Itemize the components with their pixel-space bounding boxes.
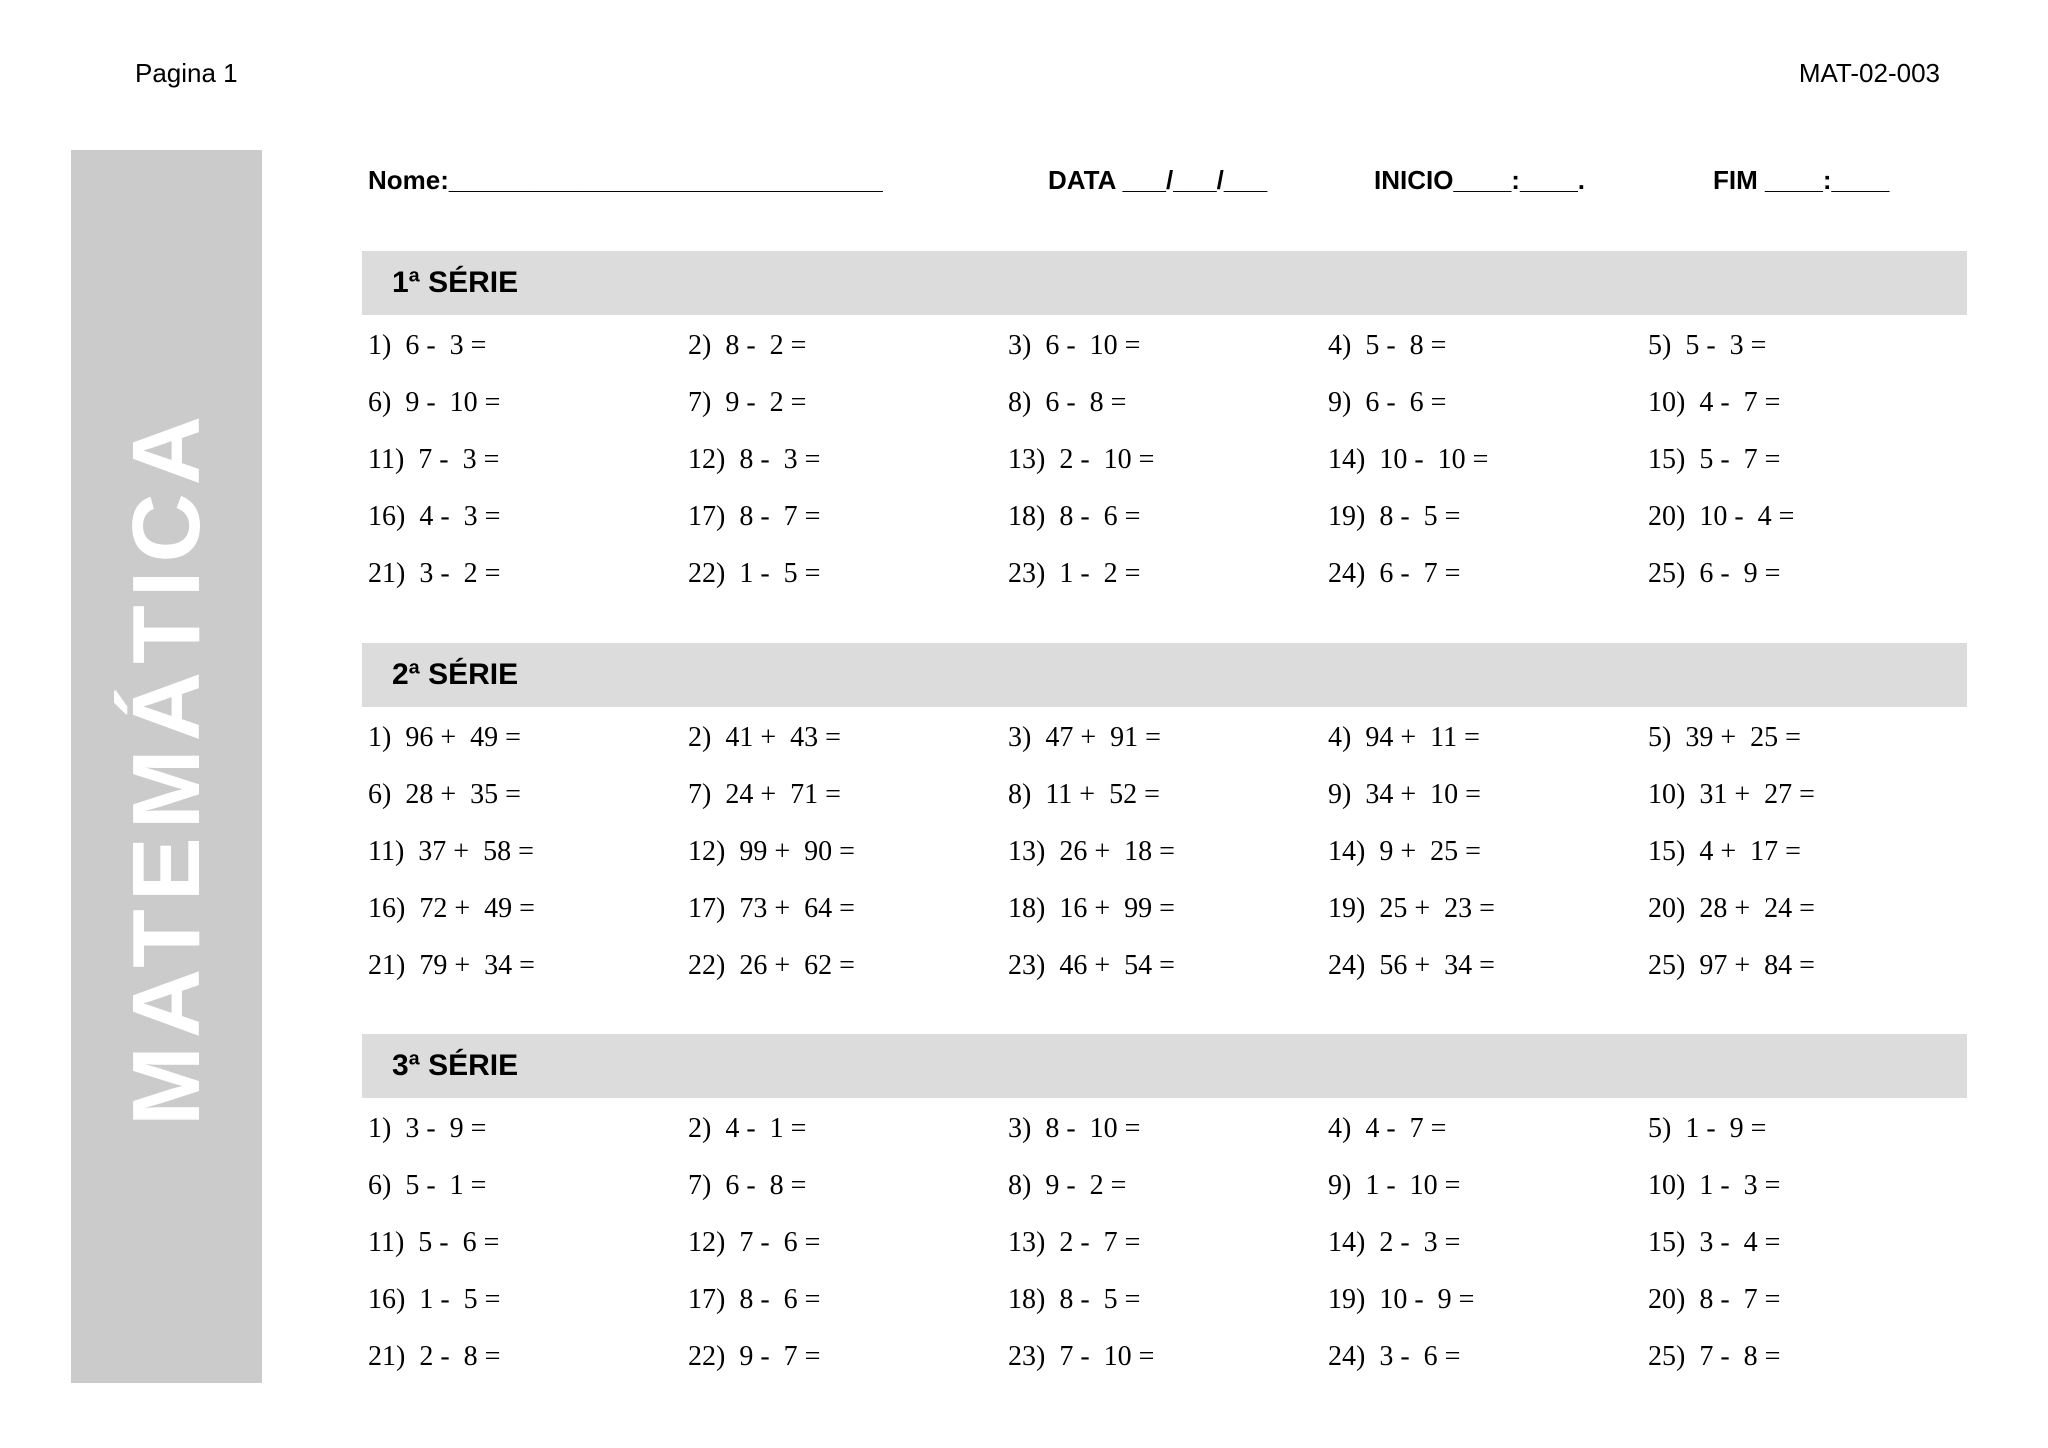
exercise-item: 1) 96 + 49 = [368, 722, 521, 753]
end-time-field: FIM ____:____ [1713, 165, 1890, 195]
exercise-item: 5) 1 - 9 = [1648, 1113, 1767, 1144]
exercise-item: 17) 73 + 64 = [688, 893, 855, 924]
sidebar-band [71, 150, 262, 1383]
exercise-item: 1) 6 - 3 = [368, 330, 487, 361]
exercise-item: 7) 9 - 2 = [688, 387, 807, 418]
exercise-item: 1) 3 - 9 = [368, 1113, 487, 1144]
sidebar-title: MATEMÁTICA [112, 407, 220, 1126]
exercise-item: 16) 4 - 3 = [368, 501, 501, 532]
exercise-item: 21) 2 - 8 = [368, 1341, 501, 1372]
exercise-item: 3) 6 - 10 = [1008, 330, 1141, 361]
exercise-item: 2) 8 - 2 = [688, 330, 807, 361]
exercise-item: 25) 97 + 84 = [1648, 950, 1815, 981]
exercise-item: 11) 37 + 58 = [368, 836, 534, 867]
exercise-item: 14) 2 - 3 = [1328, 1227, 1461, 1258]
exercise-item: 10) 31 + 27 = [1648, 779, 1815, 810]
exercise-item: 5) 39 + 25 = [1648, 722, 1801, 753]
exercise-item: 12) 8 - 3 = [688, 444, 821, 475]
exercise-item: 16) 1 - 5 = [368, 1284, 501, 1315]
exercise-item: 4) 4 - 7 = [1328, 1113, 1447, 1144]
exercise-grid [362, 709, 1967, 994]
exercise-grid [362, 317, 1967, 602]
exercise-item: 23) 7 - 10 = [1008, 1341, 1155, 1372]
exercise-item: 5) 5 - 3 = [1648, 330, 1767, 361]
exercise-item: 14) 9 + 25 = [1328, 836, 1481, 867]
exercise-item: 25) 7 - 8 = [1648, 1341, 1781, 1372]
exercise-item: 20) 10 - 4 = [1648, 501, 1795, 532]
exercise-item: 19) 25 + 23 = [1328, 893, 1495, 924]
exercise-item: 24) 6 - 7 = [1328, 558, 1461, 589]
exercise-item: 2) 41 + 43 = [688, 722, 841, 753]
exercise-item: 15) 5 - 7 = [1648, 444, 1781, 475]
exercise-item: 19) 8 - 5 = [1328, 501, 1461, 532]
exercise-item: 13) 2 - 7 = [1008, 1227, 1141, 1258]
exercise-item: 21) 79 + 34 = [368, 950, 535, 981]
section-header [362, 643, 1967, 707]
exercise-item: 3) 8 - 10 = [1008, 1113, 1141, 1144]
exercise-item: 14) 10 - 10 = [1328, 444, 1489, 475]
exercise-item: 7) 6 - 8 = [688, 1170, 807, 1201]
exercise-item: 22) 9 - 7 = [688, 1341, 821, 1372]
section-serie-3 [362, 1034, 1967, 1385]
exercise-item: 21) 3 - 2 = [368, 558, 501, 589]
exercise-item: 12) 99 + 90 = [688, 836, 855, 867]
exercise-item: 7) 24 + 71 = [688, 779, 841, 810]
exercise-item: 15) 4 + 17 = [1648, 836, 1801, 867]
date-field: DATA ___/___/___ [1048, 165, 1268, 195]
exercise-item: 24) 3 - 6 = [1328, 1341, 1461, 1372]
exercise-item: 13) 26 + 18 = [1008, 836, 1175, 867]
exercise-item: 6) 9 - 10 = [368, 387, 501, 418]
exercise-item: 19) 10 - 9 = [1328, 1284, 1475, 1315]
exercise-item: 6) 28 + 35 = [368, 779, 521, 810]
exercise-item: 22) 1 - 5 = [688, 558, 821, 589]
exercise-item: 17) 8 - 7 = [688, 501, 821, 532]
exercise-item: 8) 9 - 2 = [1008, 1170, 1127, 1201]
exercise-item: 2) 4 - 1 = [688, 1113, 807, 1144]
exercise-item: 17) 8 - 6 = [688, 1284, 821, 1315]
exercise-item: 9) 1 - 10 = [1328, 1170, 1461, 1201]
exercise-item: 8) 11 + 52 = [1008, 779, 1160, 810]
exercise-item: 4) 94 + 11 = [1328, 722, 1480, 753]
exercise-item: 9) 34 + 10 = [1328, 779, 1481, 810]
exercise-item: 6) 5 - 1 = [368, 1170, 487, 1201]
exercise-item: 11) 7 - 3 = [368, 444, 500, 475]
exercise-item: 9) 6 - 6 = [1328, 387, 1447, 418]
exercise-item: 18) 8 - 6 = [1008, 501, 1141, 532]
start-time-field: INICIO____:____. [1374, 165, 1586, 195]
section-header [362, 1034, 1967, 1098]
exercise-item: 4) 5 - 8 = [1328, 330, 1447, 361]
section-header [362, 251, 1967, 315]
exercise-item: 11) 5 - 6 = [368, 1227, 500, 1258]
student-info-header [0, 165, 2048, 201]
exercise-item: 13) 2 - 10 = [1008, 444, 1155, 475]
section-serie-1 [362, 251, 1967, 602]
section-serie-2 [362, 643, 1967, 994]
exercise-item: 8) 6 - 8 = [1008, 387, 1127, 418]
exercise-item: 24) 56 + 34 = [1328, 950, 1495, 981]
exercise-item: 3) 47 + 91 = [1008, 722, 1161, 753]
section-title: 1ª SÉRIE [392, 266, 519, 299]
section-title: 3ª SÉRIE [392, 1049, 519, 1082]
exercise-item: 22) 26 + 62 = [688, 950, 855, 981]
exercise-item: 18) 8 - 5 = [1008, 1284, 1141, 1315]
exercise-item: 16) 72 + 49 = [368, 893, 535, 924]
name-field: Nome:______________________________ [368, 165, 883, 195]
exercise-item: 15) 3 - 4 = [1648, 1227, 1781, 1258]
exercise-item: 12) 7 - 6 = [688, 1227, 821, 1258]
exercise-item: 23) 1 - 2 = [1008, 558, 1141, 589]
exercise-item: 25) 6 - 9 = [1648, 558, 1781, 589]
exercise-item: 20) 28 + 24 = [1648, 893, 1815, 924]
exercise-item: 23) 46 + 54 = [1008, 950, 1175, 981]
document-code: MAT-02-003 [1798, 58, 1940, 88]
exercise-item: 10) 4 - 7 = [1648, 387, 1781, 418]
exercise-item: 18) 16 + 99 = [1008, 893, 1175, 924]
exercise-item: 20) 8 - 7 = [1648, 1284, 1781, 1315]
exercise-grid [362, 1100, 1967, 1385]
page-number: Pagina 1 [135, 58, 238, 88]
exercise-item: 10) 1 - 3 = [1648, 1170, 1781, 1201]
section-title: 2ª SÉRIE [392, 658, 519, 691]
